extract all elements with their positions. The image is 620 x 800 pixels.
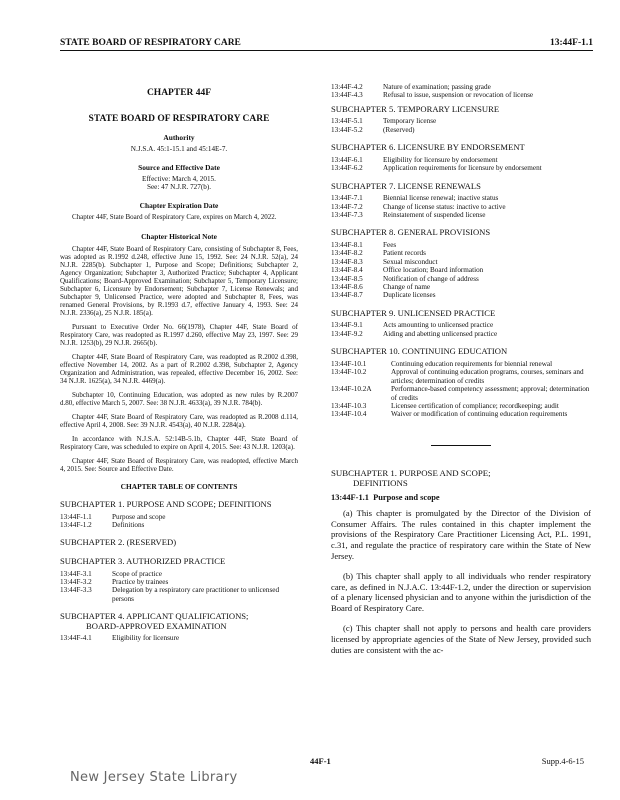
supplement-date: Supp.4-6-15 (541, 756, 584, 766)
history-note: Chapter 44F, State Board of Respiratory Care, consisting of Subchapter 8, Fees, was adopted as R.1992 d.248, effective June 15, 1992. See: 24 N.J.R. 52(a), 24 N.J.R. 2285(b). Subchapter 1, Purpose and Scope; Definitions; Subchapter 2, Agency Organization; Subchapter 3, Authorized Practice; Subchapter 4, Applicant Qualifications; Board-Approved Examination; Subchapter 5, Temporary Licensure; Subchapter 6, Licensure by Endorsement; Subchapter 7, License Renewals; and Subchapter 9, Unlicensed Practice, were adopted and Subchapter 8, Fees, was renamed General Provisions, by R.1993 d.7, effective January 4, 1993. See: 24 N.J.R. 2336(a), 25 N.J.R. 185(a). (60, 244, 298, 317)
toc-entry: 13:44F-10.4 Waiver or modification of continuing education requirements (331, 410, 568, 419)
body-paragraph: (a) This chapter is promulgated by the Director of the Division of Consumer Affairs. The rules contained in this chapter implement the provisions of the Respiratory Care Practitioner Licensing Act, P.L. 1991, c.31, and regulate the practice of respiratory care within the State of New Jersey. (331, 508, 591, 561)
toc-entry: 13:44F-10.2 Approval of continuing education programs, courses, seminars and articles; determination of credits (331, 368, 584, 385)
history-note: Pursuant to Executive Order No. 66(1978), Chapter 44F, State Board of Respiratory Care, was readopted as R.1997 d.260, effective May 23, 1997. See: 29 N.J.R. 1253(b), 29 N.J.R. 2665(b). (60, 322, 298, 347)
chapter-number: CHAPTER 44F (146, 88, 212, 98)
toc-subchapter-8: SUBCHAPTER 8. GENERAL PROVISIONS (331, 227, 491, 238)
toc-entry: 13:44F-8.4 Office location; Board information (331, 266, 484, 275)
toc-entry: 13:44F-5.1 Temporary license (331, 117, 437, 126)
section-divider (431, 445, 491, 446)
source-heading: Source and Effective Date (138, 162, 220, 172)
toc-entry: 13:44F-6.2 Application requirements for licensure by endorsement (331, 164, 542, 173)
subchapter-1-heading: SUBCHAPTER 1. PURPOSE AND SCOPE; DEFINITIONS (331, 467, 491, 488)
toc-entry: 13:44F-8.6 Change of name (331, 283, 431, 292)
section-number: 13:44F-1.1 (331, 492, 369, 502)
history-heading: Chapter Historical Note (141, 232, 217, 242)
section-heading (331, 494, 591, 502)
left-column (60, 85, 298, 643)
toc-entry: 13:44F-4.2 Nature of examination; passing grade (331, 83, 491, 91)
toc-subchapter-2: SUBCHAPTER 2. (RESERVED) (60, 537, 177, 548)
toc-entry: 13:44F-9.2 Aiding and abetting unlicensed practice (331, 329, 498, 338)
toc-entry: 13:44F-5.2 (Reserved) (331, 125, 415, 134)
right-column (331, 85, 591, 665)
toc-entry: 13:44F-8.1 Fees (331, 241, 397, 250)
toc-entry: 13:44F-1.1 Purpose and scope (60, 512, 166, 521)
toc-subchapter-1: SUBCHAPTER 1. PURPOSE AND SCOPE; DEFINITIONS (60, 499, 272, 510)
toc-entry: 13:44F-4.3 Refusal to issue, suspension or revocation of license (331, 91, 534, 100)
expiration-heading: Chapter Expiration Date (139, 200, 219, 210)
toc-entry: 13:44F-3.3 Delegation by a respiratory care practitioner to unlicensed persons (60, 586, 280, 603)
toc-subchapter-3: SUBCHAPTER 3. AUTHORIZED PRACTICE (60, 556, 226, 567)
header-title: STATE BOARD OF RESPIRATORY CARE (60, 38, 241, 48)
page-number: 44F-1 (310, 756, 331, 766)
toc-entry: 13:44F-8.7 Duplicate licenses (331, 291, 436, 300)
toc-entry: 13:44F-10.2A Performance-based competency assessment; approval; determination of credits (331, 385, 590, 402)
expiration-text: Chapter 44F, State Board of Respiratory Care, expires on March 4, 2022. (72, 213, 277, 222)
toc-subchapter-6: SUBCHAPTER 6. LICENSURE BY ENDORSEMENT (331, 142, 525, 153)
toc-entry: 13:44F-8.3 Sexual misconduct (331, 257, 438, 266)
history-note: Chapter 44F, State Board of Respiratory Care, was readopted, effective March 4, 2015. See: Source and Effective Date. (60, 456, 298, 473)
toc-subchapter-5: SUBCHAPTER 5. TEMPORARY LICENSURE (331, 103, 500, 114)
source-text-2: See: 47 N.J.R. 727(b). (146, 183, 212, 192)
authority-text: N.J.S.A. 45:1-15.1 and 45:14E-7. (130, 145, 228, 154)
history-note: Chapter 44F, State Board of Respiratory Care, was readopted as R.2002 d.398, effective November 14, 2002. As a part of R.2002 d.398, Subchapter 2, Agency Organization and Administration, was repealed, effective December 16, 2002. See: 34 N.J.R. 1625(a), 34 N.J.R. 4469(a). (60, 352, 298, 385)
source-text-1: Effective: March 4, 2015. (142, 175, 216, 184)
toc-subchapter-7: SUBCHAPTER 7. LICENSE RENEWALS (331, 180, 481, 191)
toc-subchapter-10: SUBCHAPTER 10. CONTINUING EDUCATION (331, 346, 508, 357)
body-paragraph: (c) This chapter shall not apply to persons and health care providers licensed by appropriate agencies of the State of New Jersey, provided such duties are consistent with the ac- (331, 623, 591, 655)
toc-entry: 13:44F-7.2 Change of license status: inactive to active (331, 202, 506, 211)
toc-entry: 13:44F-3.2 Practice by trainees (60, 578, 169, 587)
authority-heading: Authority (163, 132, 195, 142)
toc-entry: 13:44F-10.3 Licensee certification of compliance; recordkeeping; audit (331, 401, 559, 410)
toc-entry: 13:44F-6.1 Eligibility for licensure by endorsement (331, 155, 498, 164)
history-note: Chapter 44F, State Board of Respiratory Care, was readopted as R.2008 d.114, effective April 4, 2008. See: 39 N.J.R. 4543(a), 40 N.J.R. 2284(a). (60, 412, 298, 429)
toc-heading: CHAPTER TABLE OF CONTENTS (120, 481, 238, 491)
toc-subchapter-4: SUBCHAPTER 4. APPLICANT QUALIFICATIONS; BOARD-APPROVED EXAMINATION (60, 611, 249, 631)
section-title: Purpose and scope (373, 492, 440, 502)
toc-entry: 13:44F-7.3 Reinstatement of suspended license (331, 211, 486, 220)
toc-entry: 13:44F-8.2 Patient records (331, 249, 426, 258)
toc-entry: 13:44F-10.1 Continuing education requirements for biennial renewal (331, 359, 553, 368)
history-note: Subchapter 10, Continuing Education, was adopted as new rules by R.2007 d.80, effective March 5, 2007. See: 38 N.J.R. 4633(a), 39 N.J.R. 784(b). (60, 390, 298, 407)
running-header (60, 36, 593, 51)
chapter-title: STATE BOARD OF RESPIRATORY CARE (88, 114, 270, 125)
toc-entry: 13:44F-8.5 Notification of change of address (331, 274, 479, 283)
toc-entry: 13:44F-3.1 Scope of practice (60, 569, 162, 578)
library-watermark: New Jersey State Library (70, 770, 238, 785)
toc-entry: 13:44F-4.1 Eligibility for licensure (60, 634, 180, 643)
toc-entry: 13:44F-7.1 Biennial license renewal; inactive status (331, 194, 499, 203)
toc-entry: 13:44F-9.1 Acts amounting to unlicensed practice (331, 321, 494, 330)
toc-entry: 13:44F-1.2 Definitions (60, 521, 145, 530)
body-paragraph: (b) This chapter shall apply to all individuals who render respiratory care, as defined in N.J.A.C. 13:44F-1.2, under the direction or supervision of a plenary licensed physician and to anyone within the jurisdiction of the Board of Respiratory Care. (331, 571, 591, 613)
header-section: 13:44F-1.1 (549, 38, 593, 48)
toc-subchapter-9: SUBCHAPTER 9. UNLICENSED PRACTICE (331, 307, 496, 318)
history-note: In accordance with N.J.S.A. 52:14B-5.1b, Chapter 44F, State Board of Respiratory Care, was scheduled to expire on April 4, 2015. See: 43 N.J.R. 1203(a). (60, 434, 298, 451)
